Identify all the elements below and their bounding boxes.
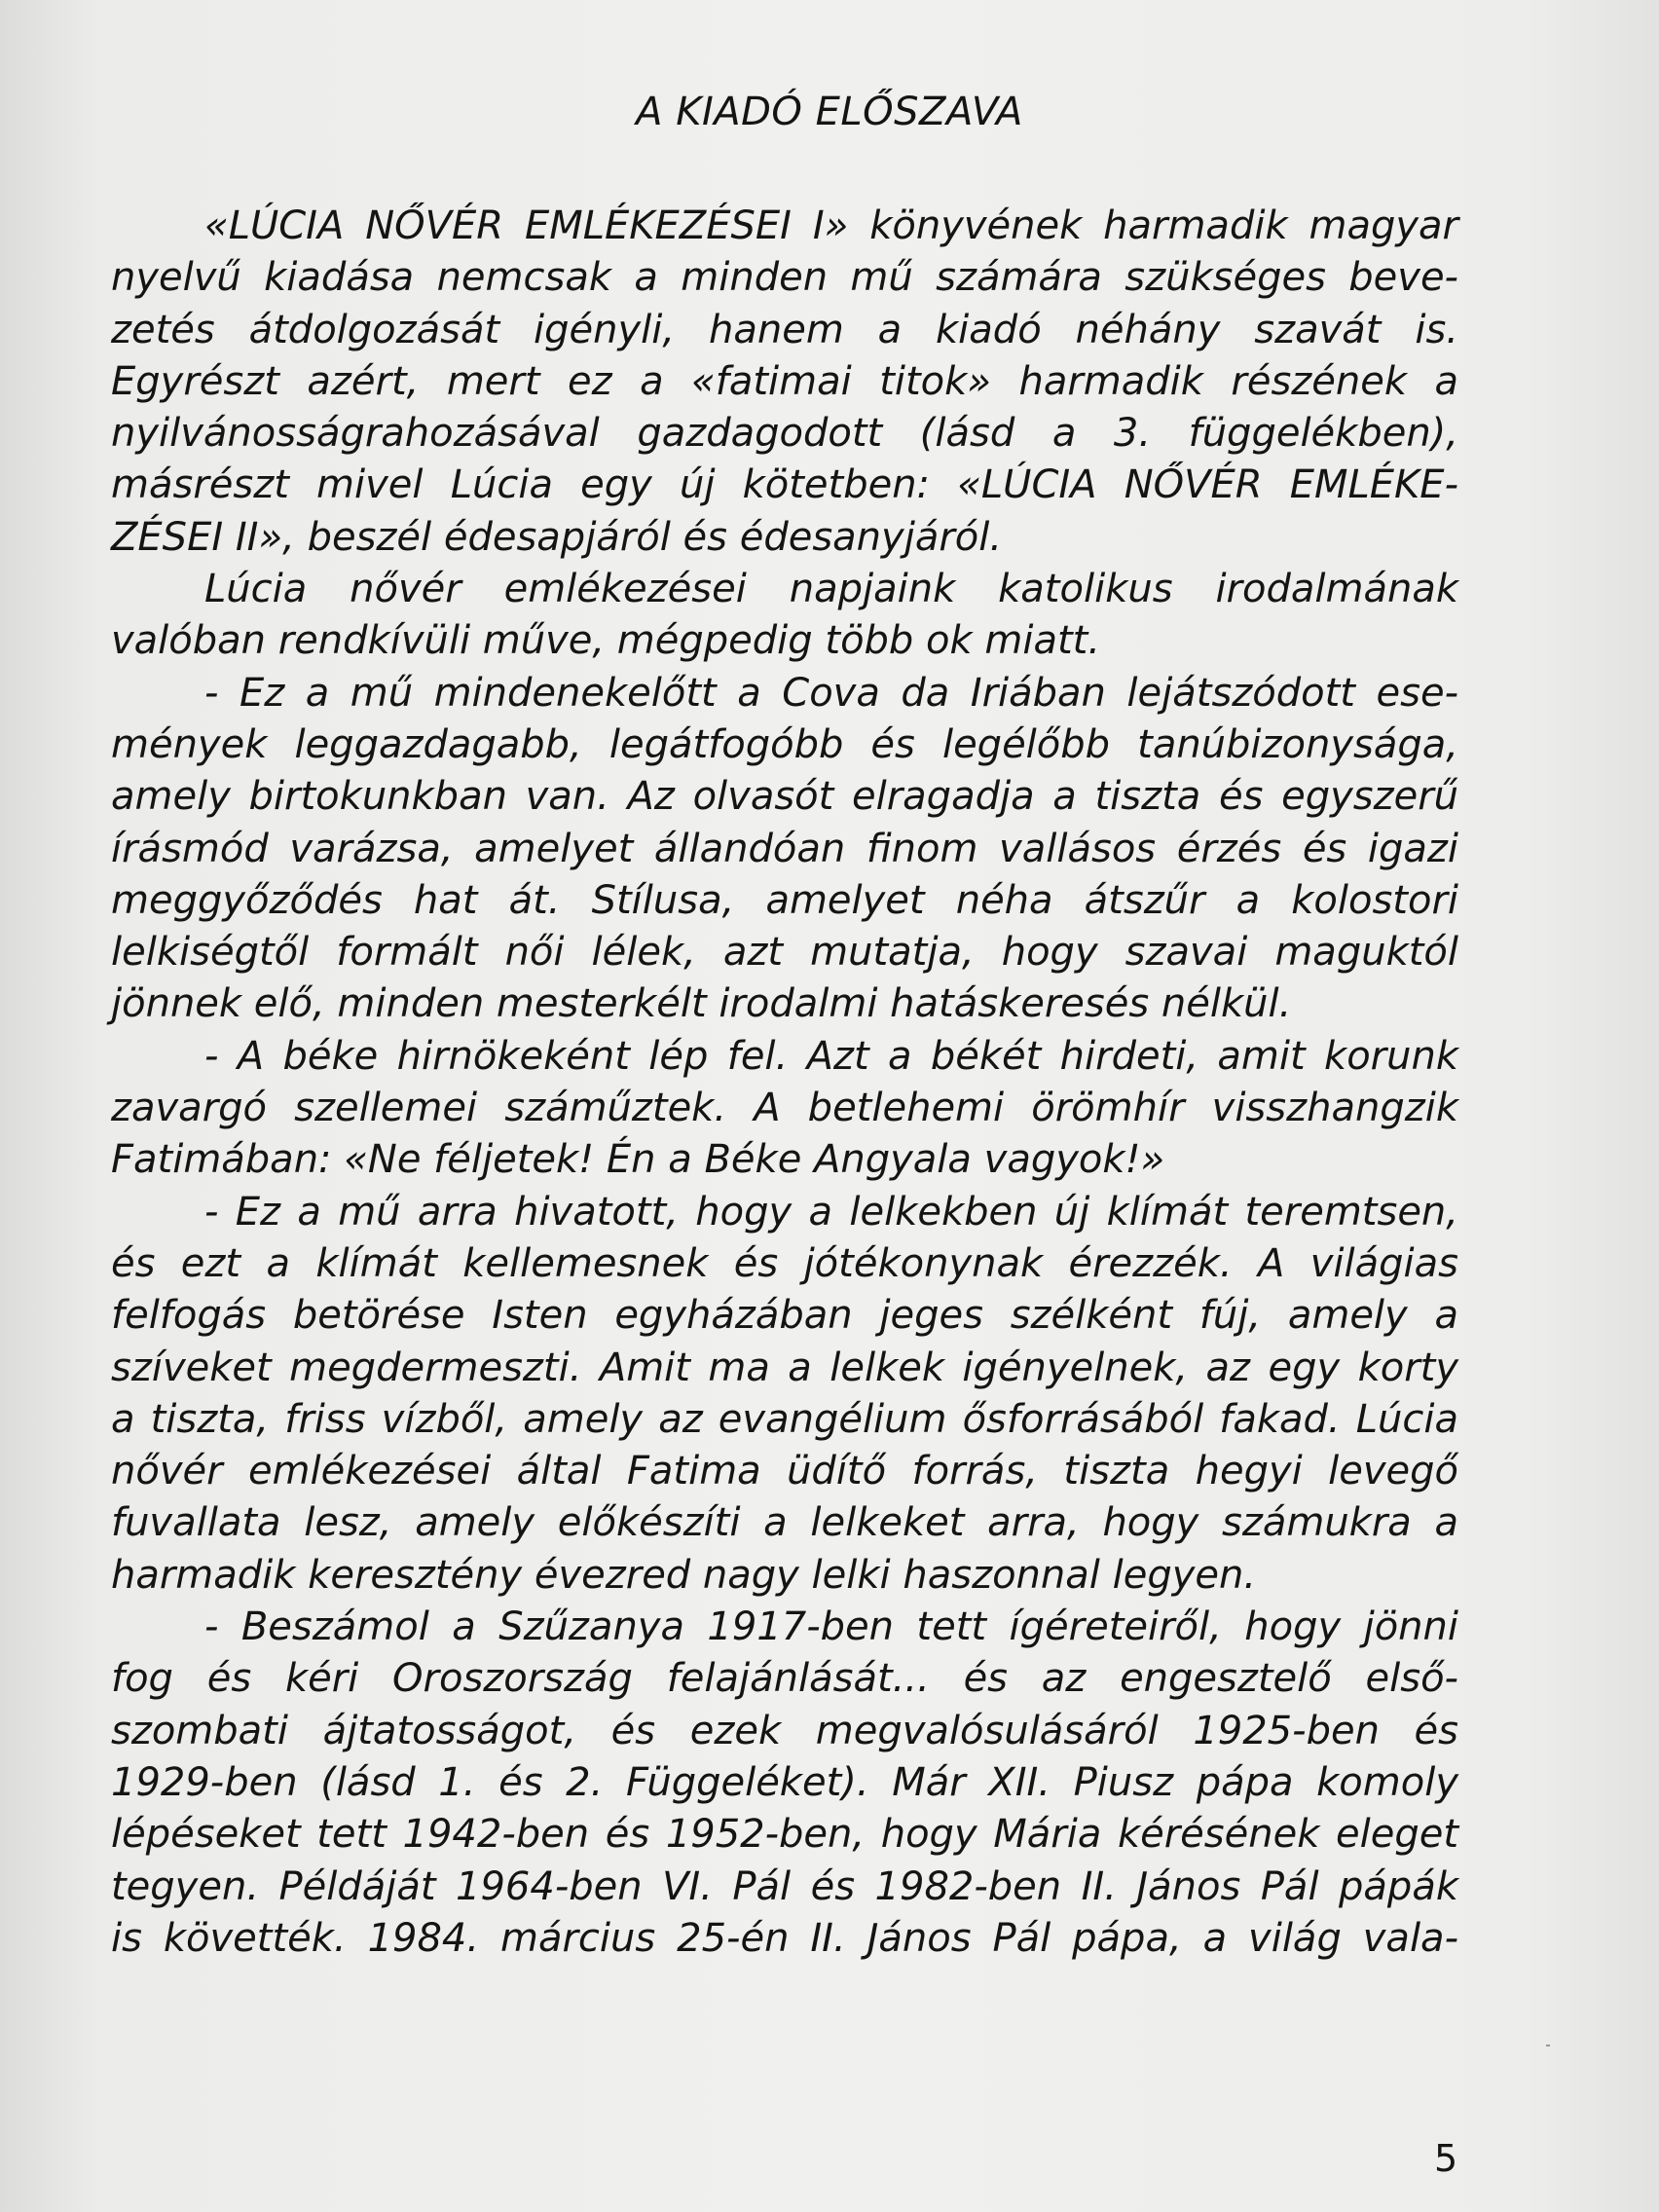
text-line: másrészt mivel Lúcia egy új kötetben: «LÚCIA NŐVÉR EMLÉKE- (111, 462, 1458, 508)
text-line: írásmód varázsa, amelyet állandóan finom vallásos érzés és igazi (111, 826, 1458, 871)
foreword-body (111, 201, 1458, 1965)
text-line: fog és kéri Oroszország felajánlását... és az engesztelő első- (111, 1656, 1458, 1702)
paragraph (111, 668, 1458, 1031)
text-line: és ezt a klímát kellemesnek és jótékonynak érezzék. A világias (111, 1240, 1458, 1286)
text-line: nővér emlékezései által Fatima üdítő forrás, tiszta hegyi levegő (111, 1449, 1458, 1494)
print-speck (1546, 2045, 1550, 2046)
text-line: - A béke hirnökeként lép fel. Azt a békét hirdeti, amit korunk (204, 1033, 1458, 1079)
paragraph (111, 1187, 1458, 1602)
page-title: A KIADÓ ELŐSZAVA (636, 90, 1023, 134)
paragraph (111, 564, 1458, 668)
text-line: Lúcia nővér emlékezései napjaink katolikus irodalmának (204, 567, 1458, 612)
paragraph (111, 1602, 1458, 1965)
text-line: szombati ájtatosságot, és ezek megvalósulásáról 1925-ben és (111, 1708, 1458, 1753)
text-line: lelkiségtől formált női lélek, azt mutatja, hogy szavai maguktól (111, 930, 1458, 976)
text-line: harmadik keresztény évezred nagy lelki haszonnal legyen. (111, 1552, 1257, 1598)
text-line: Fatimában: «Ne féljetek! Én a Béke Angyala vagyok!» (111, 1137, 1165, 1183)
paragraph (111, 1031, 1458, 1187)
text-line: «LÚCIA NŐVÉR EMLÉKEZÉSEI I» könyvének harmadik magyar (204, 203, 1458, 248)
text-line: - Ez a mű mindenekelőtt a Cova da Iriában lejátszódott ese- (204, 670, 1458, 716)
text-line: zavargó szellemei száműztek. A betlehemi örömhír visszhangzik (111, 1086, 1458, 1131)
text-line: Egyrészt azért, mert ez a «fatimai titok» harmadik részének a (111, 358, 1458, 404)
text-line: zetés átdolgozását igényli, hanem a kiadó néhány szavát is. (111, 307, 1458, 352)
text-line: valóban rendkívüli műve, mégpedig több ok miatt. (111, 618, 1101, 664)
text-line: 1929-ben (lásd 1. és 2. Függeléket). Már XII. Piusz pápa komoly (111, 1759, 1458, 1805)
text-line: szíveket megdermeszti. Amit ma a lelkek igényelnek, az egy korty (111, 1345, 1458, 1390)
text-line: meggyőződés hat át. Stílusa, amelyet néha átszűr a kolostori (111, 877, 1458, 923)
text-line: ZÉSEI II», beszél édesapjáról és édesanyjáról. (111, 514, 1003, 560)
text-line: lépéseket tett 1942-ben és 1952-ben, hogy Mária kérésének eleget (111, 1812, 1458, 1858)
paragraph (111, 201, 1458, 564)
text-line: felfogás betörése Isten egyházában jeges szélként fúj, amely a (111, 1293, 1458, 1339)
text-line: nyilvánosságrahozásával gazdagodott (lásd a 3. függelékben), (111, 411, 1458, 457)
text-line: a tiszta, friss vízből, amely az evangélium ősforrásából fakad. Lúcia (111, 1396, 1458, 1442)
text-line: - Beszámol a Szűzanya 1917-ben tett ígéreteiről, hogy jönni (204, 1604, 1458, 1650)
page-number: 5 (1434, 2137, 1458, 2180)
text-line: is követték. 1984. március 25-én II. János Pál pápa, a világ vala- (111, 1915, 1458, 1961)
text-line: amely birtokunkban van. Az olvasót elragadja a tiszta és egyszerű (111, 774, 1458, 820)
text-line: mények leggazdagabb, legátfogóbb és legélőbb tanúbizonysága, (111, 721, 1458, 767)
text-line: jönnek elő, minden mesterkélt irodalmi hatáskeresés nélkül. (111, 981, 1292, 1027)
text-line: nyelvű kiadása nemcsak a minden mű számára szükséges beve- (111, 255, 1458, 301)
text-line: tegyen. Példáját 1964-ben VI. Pál és 1982-ben II. János Pál pápák (111, 1863, 1458, 1909)
text-line: fuvallata lesz, amely előkészíti a lelkeket arra, hogy számukra a (111, 1500, 1458, 1546)
text-line: - Ez a mű arra hivatott, hogy a lelkekben új klímát teremtsen, (204, 1189, 1458, 1235)
